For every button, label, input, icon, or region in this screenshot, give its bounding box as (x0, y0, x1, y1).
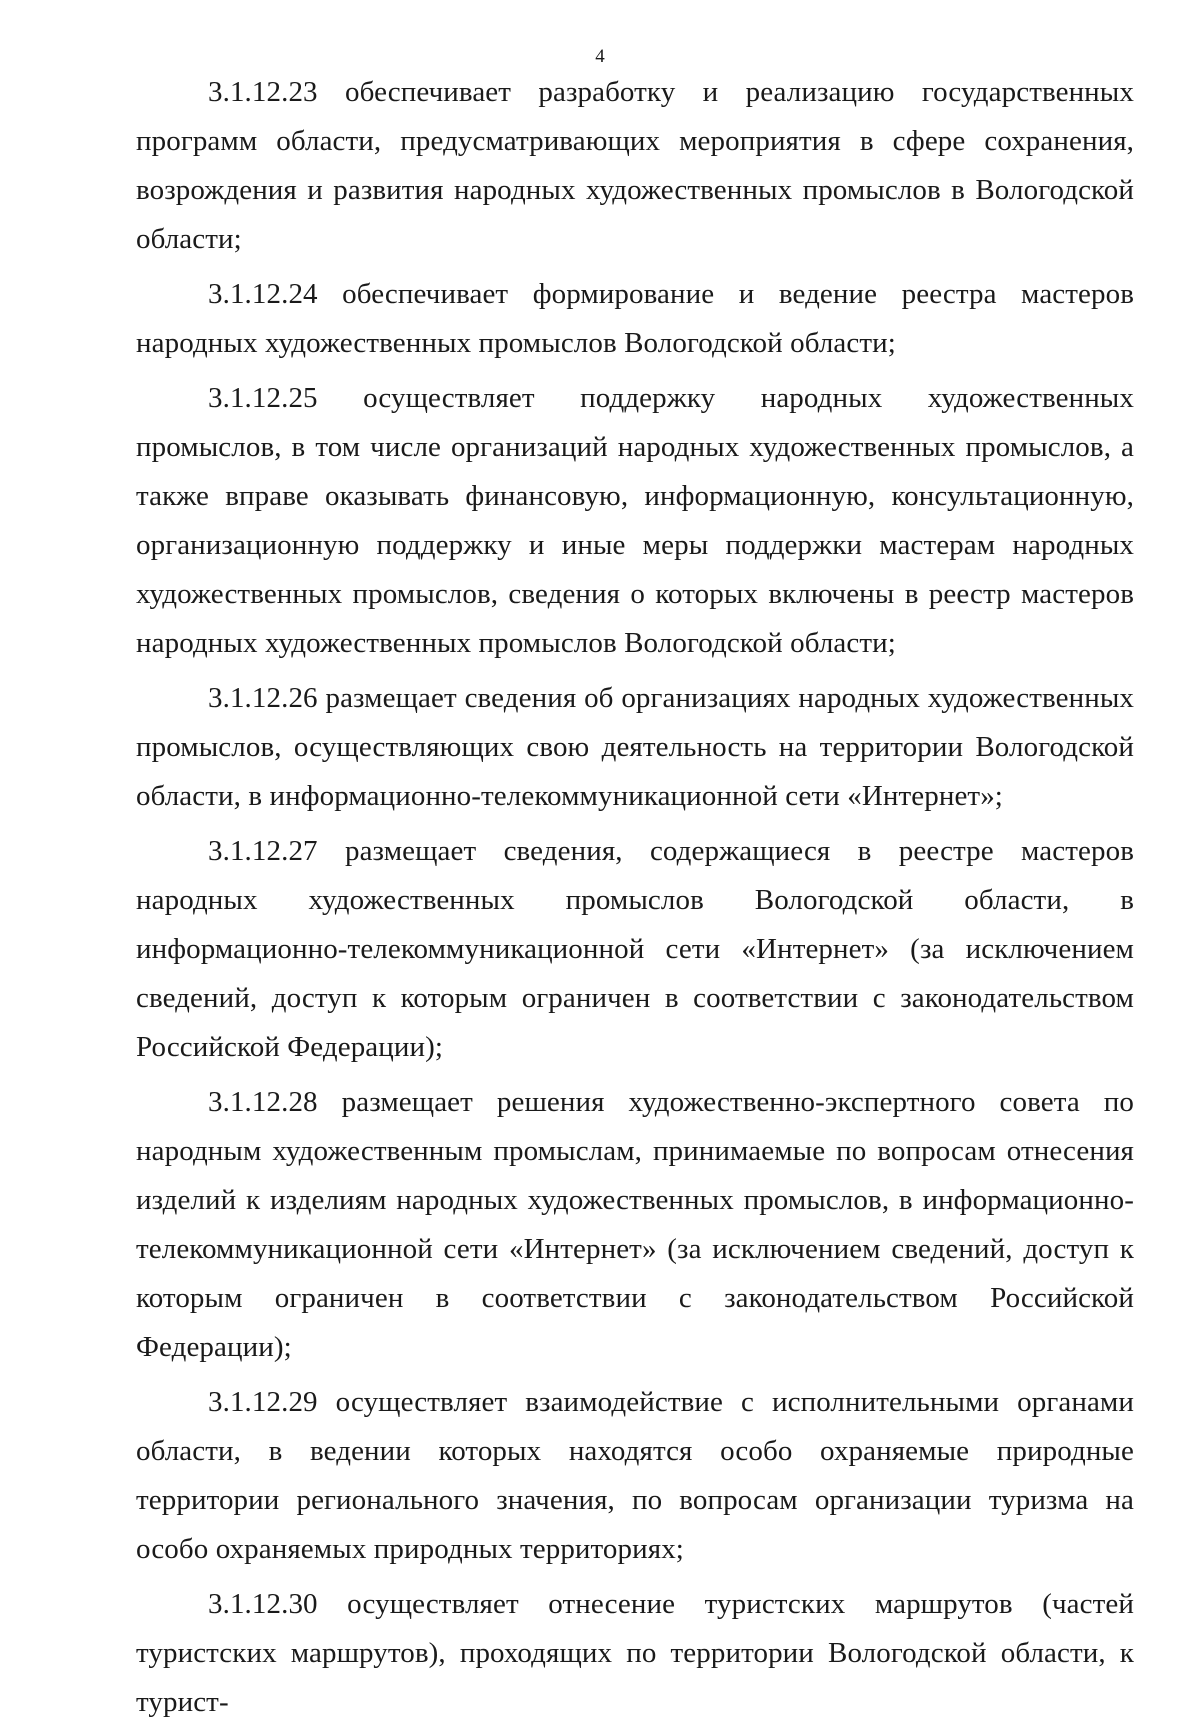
paragraph-3-1-12-30: 3.1.12.30 осуществляет отнесение туристских маршрутов (частей туристских маршрутов), проходящих по территории Вологодской области, к турист- (136, 1588, 1134, 1718)
paragraph-3-1-12-28: 3.1.12.28 размещает решения художественно-экспертного совета по народным художественным промыслам, принимаемые по вопросам отнесения изделий к изделиям народных художественных промыслов, в информационно-телекоммуникационной сети «Интернет» (за исключением сведений, доступ к которым ограничен в соответствии с законодательством Российской Федерации); (136, 1086, 1134, 1363)
document-body (136, 68, 1134, 1733)
paragraph-3-1-12-26: 3.1.12.26 размещает сведения об организациях народных художественных промыслов, осуществляющих свою деятельность на территории Вологодской области, в информационно-телекоммуникационной сети «Интернет»; (136, 682, 1134, 812)
paragraph-3-1-12-27: 3.1.12.27 размещает сведения, содержащиеся в реестре мастеров народных художественных промыслов Вологодской области, в информационно-телекоммуникационной сети «Интернет» (за исключением сведений, доступ к которым ограничен в соответствии с законодательством Российской Федерации); (136, 835, 1134, 1063)
page-number: 4 (595, 46, 605, 67)
paragraph-3-1-12-25: 3.1.12.25 осуществляет поддержку народных художественных промыслов, в том числе организаций народных художественных промыслов, а также вправе оказывать финансовую, информационную, консультационную, организационную поддержку и иные меры поддержки мастерам народных художественных промыслов, сведения о которых включены в реестр мастеров народных художественных промыслов Вологодской области; (136, 382, 1134, 659)
paragraph-3-1-12-29: 3.1.12.29 осуществляет взаимодействие с исполнительными органами области, в ведении которых находятся особо охраняемые природные территории регионального значения, по вопросам организации туризма на особо охраняемых природных территориях; (136, 1386, 1134, 1565)
paragraph-3-1-12-24: 3.1.12.24 обеспечивает формирование и ведение реестра мастеров народных художественных промыслов Вологодской области; (136, 278, 1134, 359)
paragraph-3-1-12-23: 3.1.12.23 обеспечивает разработку и реализацию государственных программ области, предусматривающих мероприятия в сфере сохранения, возрождения и развития народных художественных промыслов в Вологодской области; (136, 76, 1134, 255)
